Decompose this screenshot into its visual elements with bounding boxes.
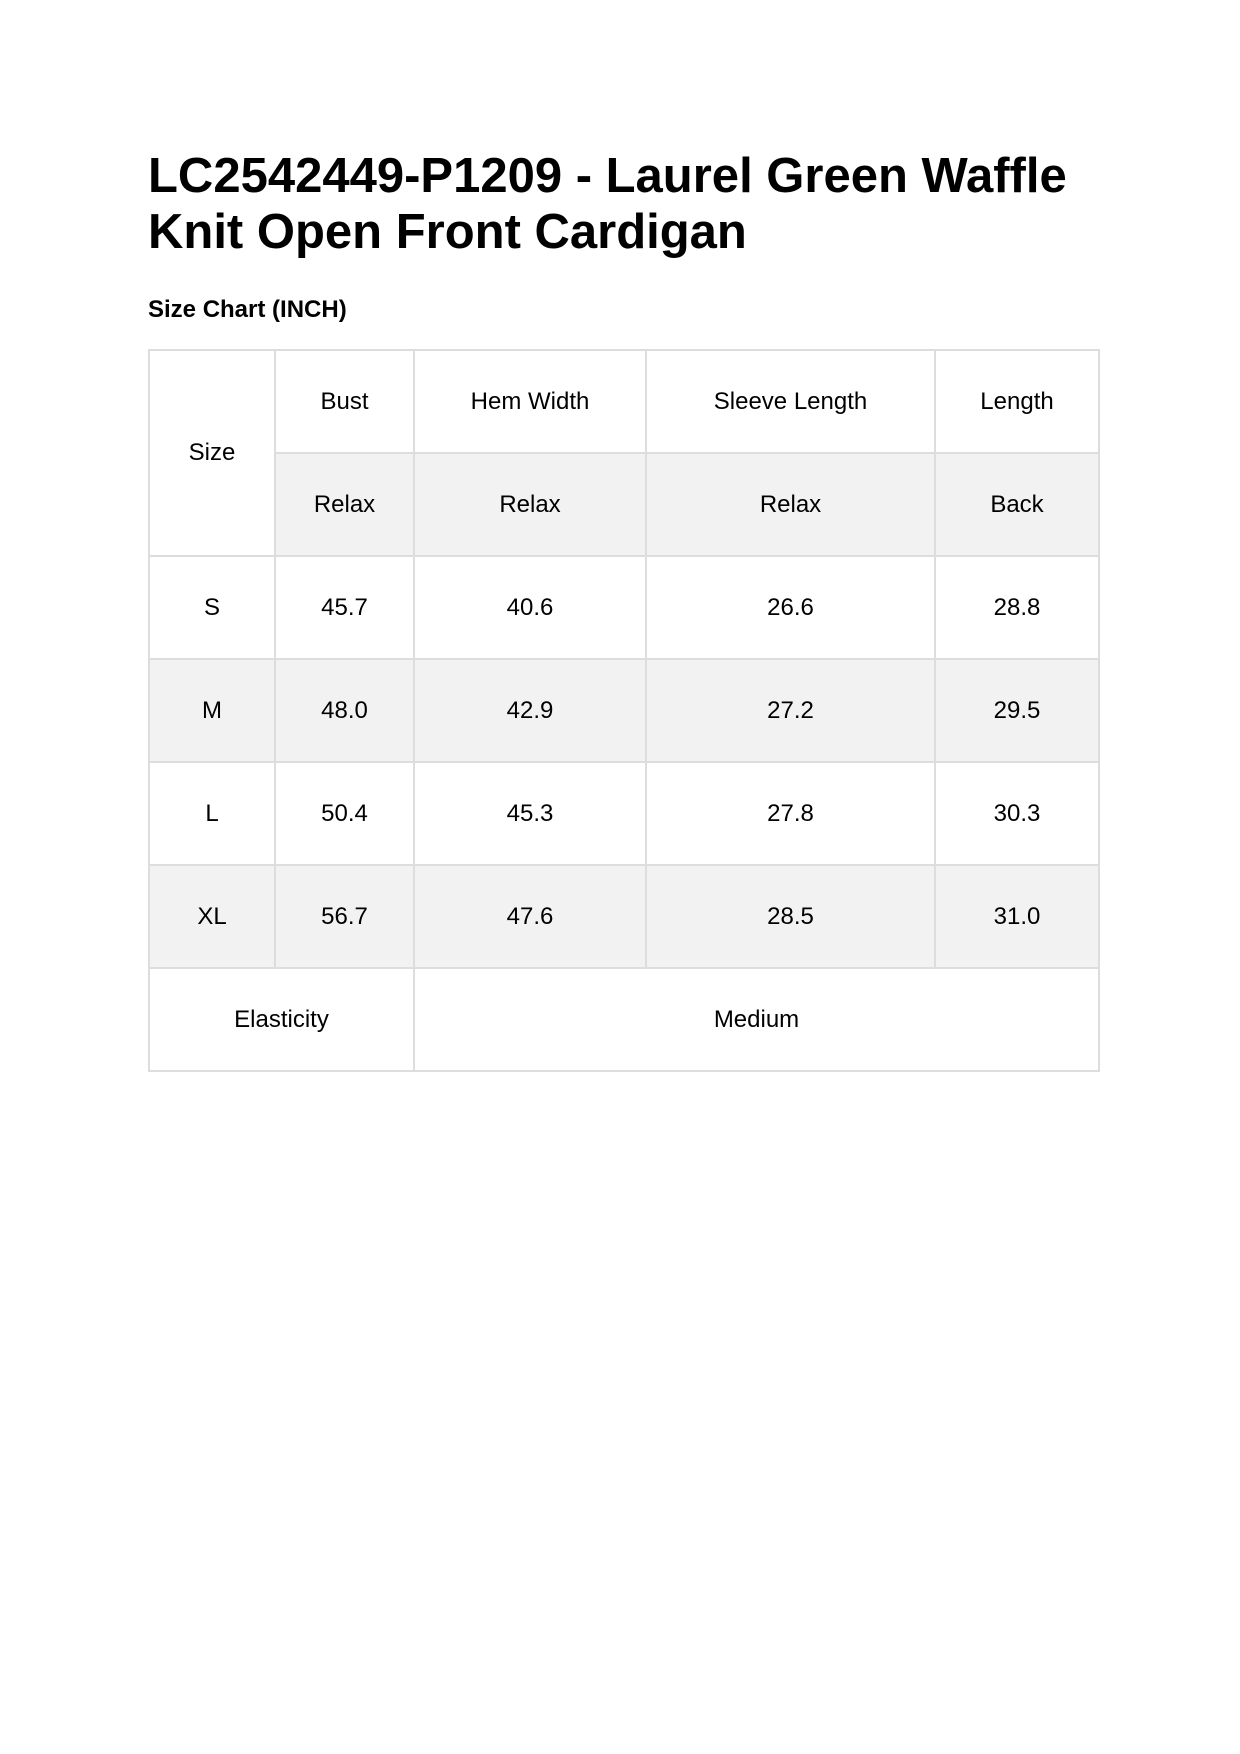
value-cell: 28.5 xyxy=(646,865,935,968)
value-cell: 47.6 xyxy=(414,865,646,968)
value-cell: 45.3 xyxy=(414,762,646,865)
value-cell: 27.8 xyxy=(646,762,935,865)
value-cell: 31.0 xyxy=(935,865,1099,968)
value-cell: 48.0 xyxy=(275,659,414,762)
column-subheader-hem-width: Relax xyxy=(414,453,646,556)
size-chart-subtitle: Size Chart (INCH) xyxy=(148,296,347,323)
column-header-bust: Bust xyxy=(275,350,414,453)
column-header-length: Length xyxy=(935,350,1099,453)
table-row xyxy=(149,762,1099,865)
size-cell: XL xyxy=(149,865,275,968)
value-cell: 45.7 xyxy=(275,556,414,659)
value-cell: 27.2 xyxy=(646,659,935,762)
size-chart-table xyxy=(148,349,1100,1072)
value-cell: 30.3 xyxy=(935,762,1099,865)
document-page xyxy=(148,148,1098,1033)
elasticity-value: Medium xyxy=(414,968,1099,1071)
subheader-row xyxy=(149,453,1099,556)
column-header-hem-width: Hem Width xyxy=(414,350,646,453)
value-cell: 42.9 xyxy=(414,659,646,762)
size-column-header: Size xyxy=(149,350,275,556)
value-cell: 26.6 xyxy=(646,556,935,659)
elasticity-label: Elasticity xyxy=(149,968,414,1071)
size-cell: L xyxy=(149,762,275,865)
page-title: LC2542449-P1209 - Laurel Green Waffle Knit Open Front Cardigan xyxy=(148,149,1067,259)
value-cell: 50.4 xyxy=(275,762,414,865)
table-row xyxy=(149,659,1099,762)
value-cell: 40.6 xyxy=(414,556,646,659)
table-row xyxy=(149,556,1099,659)
value-cell: 28.8 xyxy=(935,556,1099,659)
column-header-sleeve-length: Sleeve Length xyxy=(646,350,935,453)
size-cell: S xyxy=(149,556,275,659)
table-row xyxy=(149,865,1099,968)
column-subheader-sleeve-length: Relax xyxy=(646,453,935,556)
value-cell: 29.5 xyxy=(935,659,1099,762)
column-subheader-bust: Relax xyxy=(275,453,414,556)
elasticity-row xyxy=(149,968,1099,1071)
size-cell: M xyxy=(149,659,275,762)
column-subheader-length: Back xyxy=(935,453,1099,556)
header-row xyxy=(149,350,1099,453)
value-cell: 56.7 xyxy=(275,865,414,968)
